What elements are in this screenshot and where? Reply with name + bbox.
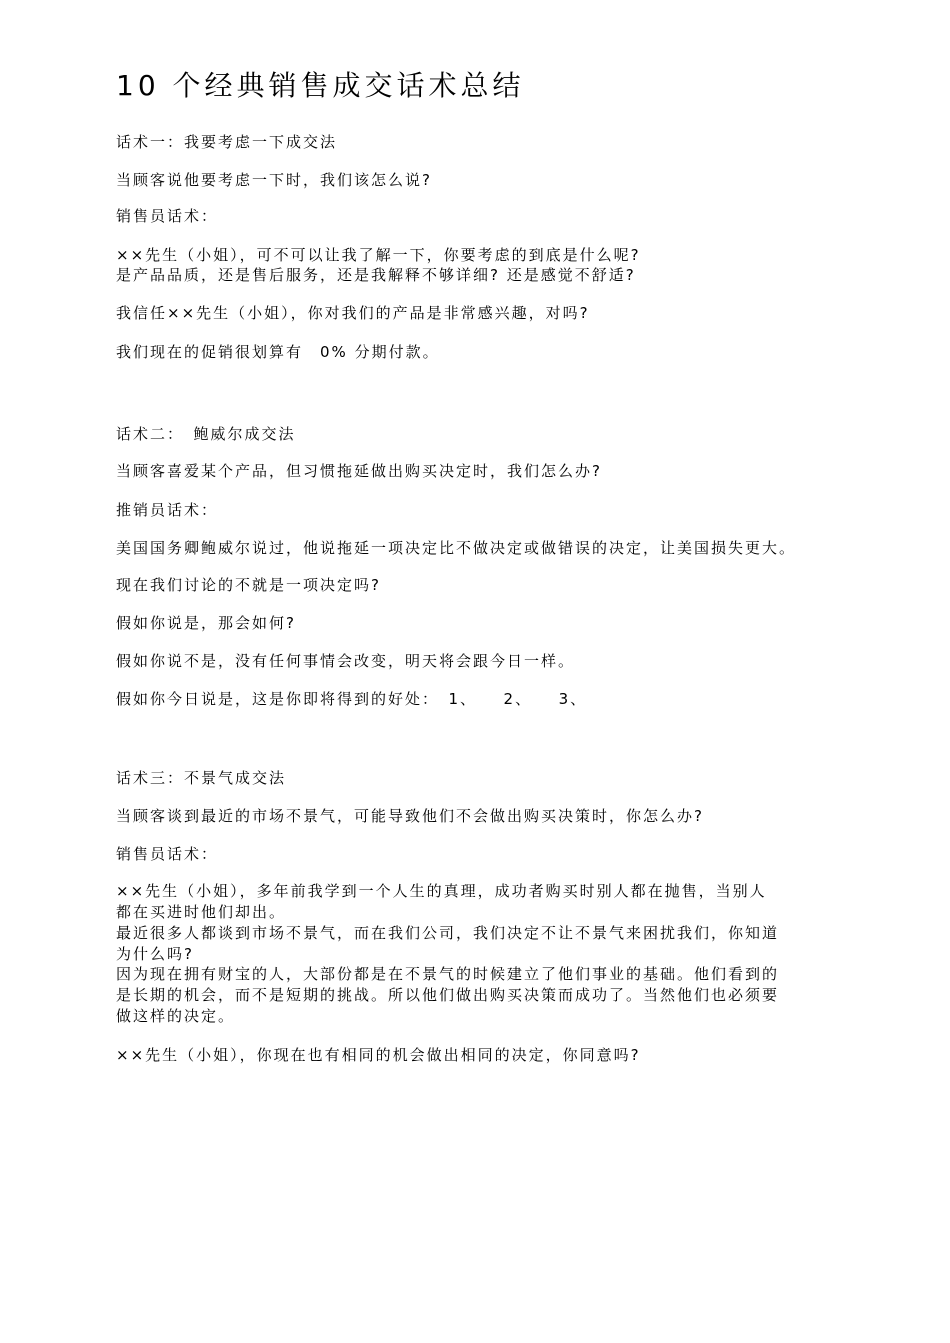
section-3-paragraph-4: 为什么吗? [116, 945, 194, 963]
section-1-paragraph-1: ××先生（小姐），可不可以让我了解一下，你要考虑的到底是什么呢? [116, 246, 641, 264]
section-1-paragraph-3: 我信任××先生（小姐），你对我们的产品是非常感兴趣，对吗? [116, 304, 590, 322]
section-2-paragraph-4: 假如你说不是，没有任何事情会改变，明天将会跟今日一样。 [116, 652, 576, 670]
section-2-paragraph-1: 美国国务卿鲍威尔说过，他说拖延一项决定比不做决定或做错误的决定，让美国损失更大。 [116, 539, 797, 557]
section-3-paragraph-5: 因为现在拥有财宝的人，大部份都是在不景气的时候建立了他们事业的基础。他们看到的 [116, 965, 780, 983]
section-3-heading: 话术三：不景气成交法 [116, 769, 287, 787]
section-2-paragraph-2: 现在我们讨论的不就是一项决定吗? [116, 576, 381, 594]
section-3-paragraph-6: 是长期的机会，而不是短期的挑战。所以他们做出购买决策而成功了。当然他们也必须要 [116, 986, 780, 1004]
document-title: 10 个经典销售成交话术总结 [116, 69, 525, 102]
section-1-paragraph-4: 我们现在的促销很划算有 0% 分期付款。 [116, 343, 440, 361]
section-2-script-label: 推销员话术： [116, 501, 219, 519]
section-2-heading: 话术二： 鲍威尔成交法 [116, 425, 296, 443]
section-3-paragraph-7: 做这样的决定。 [116, 1007, 236, 1025]
section-3-scenario: 当顾客谈到最近的市场不景气，可能导致他们不会做出购买决策时，你怎么办? [116, 807, 704, 825]
section-3-paragraph-8: ××先生（小姐），你现在也有相同的机会做出相同的决定，你同意吗? [116, 1046, 641, 1064]
section-3-paragraph-3: 最近很多人都谈到市场不景气，而在我们公司，我们决定不让不景气来困扰我们，你知道 [116, 924, 780, 942]
section-1-paragraph-2: 是产品品质，还是售后服务，还是我解释不够详细? 还是感觉不舒适? [116, 266, 636, 284]
section-1-scenario: 当顾客说他要考虑一下时，我们该怎么说? [116, 171, 432, 189]
section-2-paragraph-5: 假如你今日说是，这是你即将得到的好处： 1、 2、 3、 [116, 690, 588, 708]
section-1-heading: 话术一：我要考虑一下成交法 [116, 133, 338, 151]
section-3-script-label: 销售员话术： [116, 845, 219, 863]
section-3-paragraph-2: 都在买进时他们却出。 [116, 903, 287, 921]
section-1-script-label: 销售员话术： [116, 207, 219, 225]
section-2-paragraph-3: 假如你说是，那会如何? [116, 614, 296, 632]
section-3-paragraph-1: ××先生（小姐），多年前我学到一个人生的真理，成功者购买时别人都在抛售，当别人 [116, 882, 767, 900]
section-2-scenario: 当顾客喜爱某个产品，但习惯拖延做出购买决定时，我们怎么办? [116, 462, 602, 480]
